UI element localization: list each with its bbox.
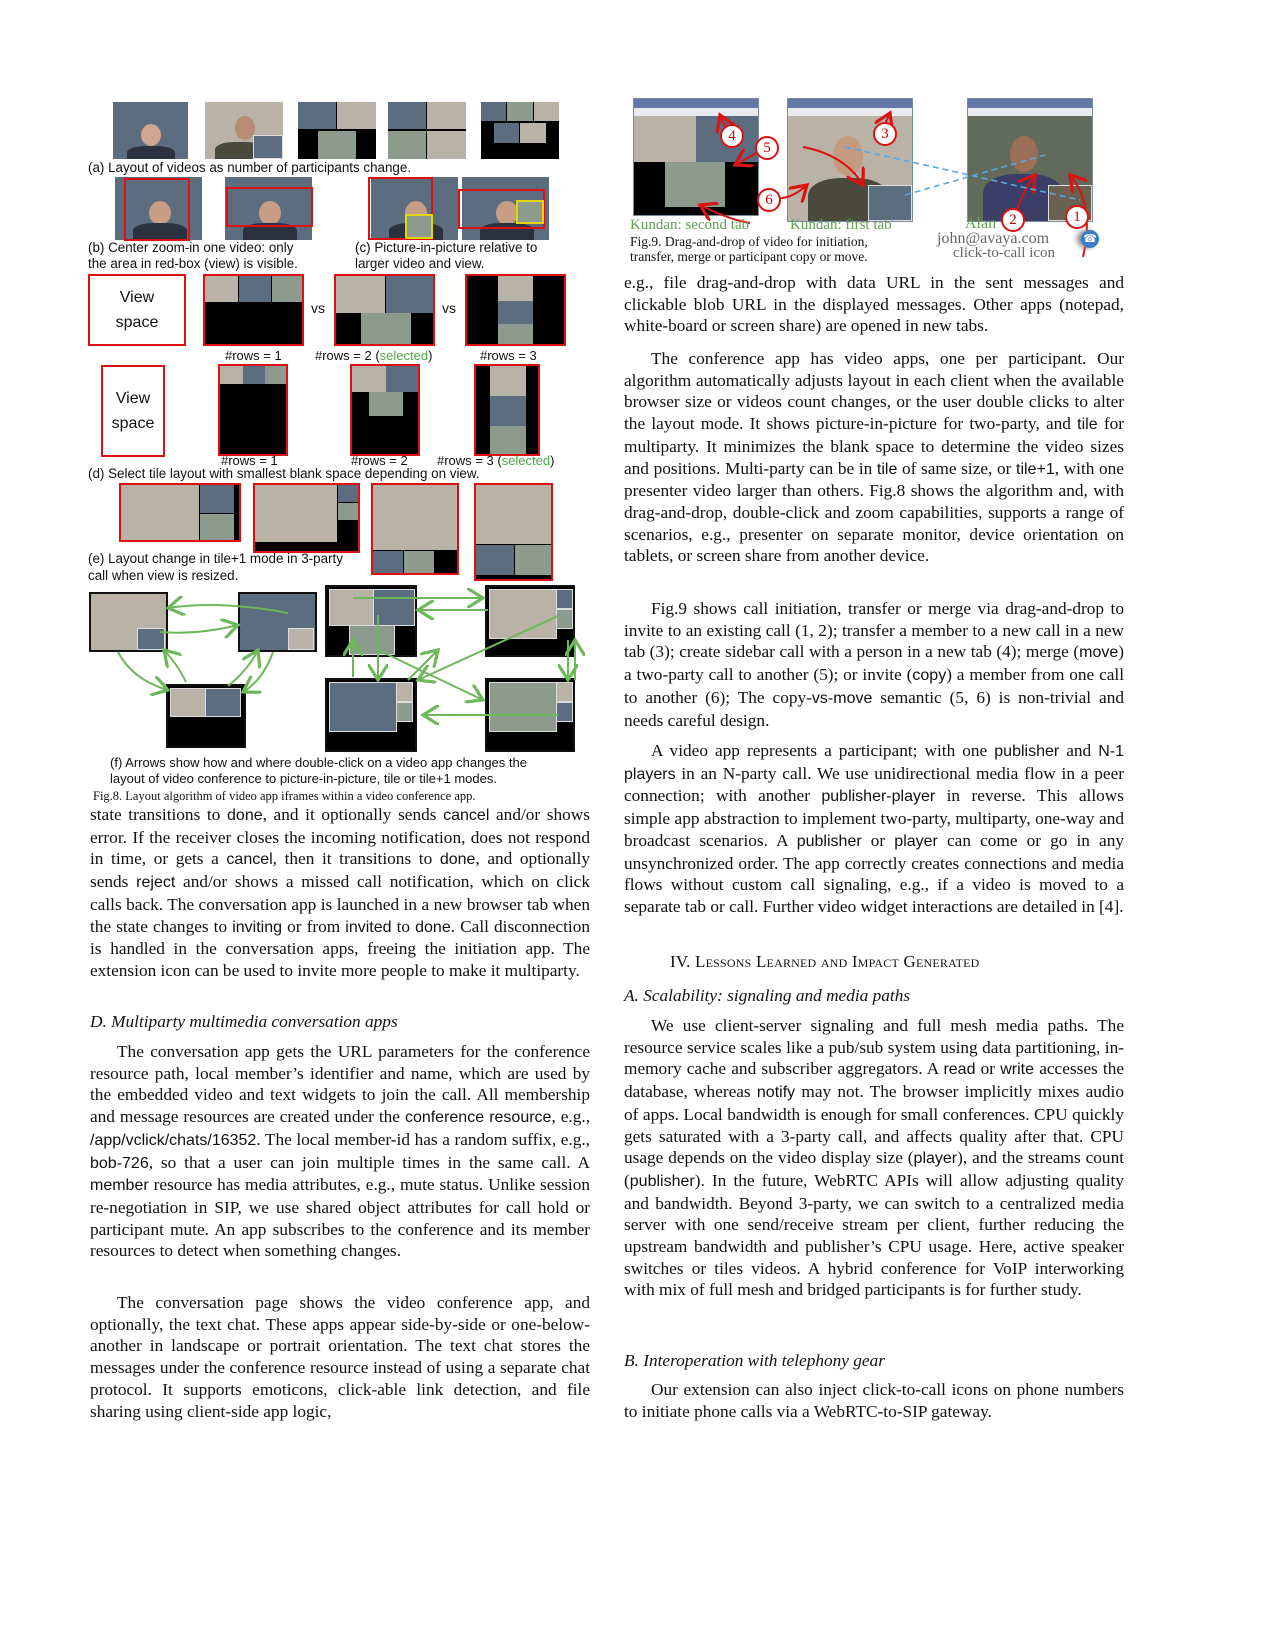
arrow (168, 605, 288, 613)
caption-f-line2: layout of video conference to picture-in-picture, tile or tile+1 modes. (110, 771, 497, 786)
view-space-label: View (119, 289, 155, 306)
view-space-portrait: View space (101, 365, 165, 457)
rows-label-landscape-2: #rows = 2 (selected) (315, 348, 433, 363)
tile-rows-1-landscape (203, 274, 304, 346)
tile-rows-2-portrait (350, 364, 420, 456)
label-email: john@avaya.com (937, 230, 1050, 247)
transition-arrows (88, 580, 608, 760)
view-space-landscape: View space (88, 274, 186, 346)
label-click-to-call: click-to-call icon (953, 245, 1056, 261)
heading-d: D. Multiparty multimedia conversation apps (90, 1012, 398, 1031)
video-thumb-4-party (388, 102, 466, 159)
marker-3: 3 (873, 122, 897, 146)
vs-label: vs (442, 300, 456, 316)
rows-label-portrait-3: #rows = 3 (selected) (437, 453, 555, 468)
video-thumb-2-party (205, 102, 283, 159)
tile1-layout-2 (253, 483, 360, 553)
tile-rows-3-portrait (474, 364, 540, 456)
right-paragraph-5: We use client-server signaling and full mesh media paths. The resource service scales like a pub/sub system using data partitioning, in-memory cache and subscriber aggregators. A read or write accesses the database, whereas notify may not. The browser implicitly mixes audio of apps. Local bandwidth is enough for small conferences. CPU quickly gets saturated with a 3-party call, and affects quality after that. CPU usage depends on the video display size (player), and the streams count (publisher). In the future, WebRTC APIs will allow adjusting quality and bandwidth. Beyond 3-party, we can switch to a centralized media server with one send/receive stream per client, further reducing the upstream bandwidth and publisher’s CPU usage. Here, active speaker switches or tiles videos. A hybrid conference for VoIP interworking with mix of full mesh and bridged participants is for further study. (624, 1016, 1125, 1300)
marker-2: 2 (1001, 208, 1025, 232)
figure-9-title-line2: transfer, merge or participant copy or move. (630, 249, 868, 264)
marker-1: 1 (1065, 205, 1089, 229)
tile1-layout-3 (371, 483, 459, 575)
left-paragraph-2: The conversation app gets the URL parameters for the conference resource path, local member’s identifier and name, which are used by the embedded video and text widgets to join the call. All membership and message resources are created under the conference resource, e.g., /app/vclick/chats/16352. The local member-id has a random suffix, e.g., bob-726, so that a user can join multiple times in the same call. A member resource has media attributes, e.g., mute status. Unlike session re-negotiation in SIP, we use shared object attributes for call hold or participant mute. An app subscribes to the conference and its member resources to detect when something changes. (90, 1042, 591, 1261)
caption-e-line1: (e) Layout change in tile+1 mode in 3-party (88, 551, 343, 566)
rows-label-portrait-2: #rows = 2 (351, 453, 408, 468)
label-kundan-first-tab: Kundan: first tab (790, 217, 892, 233)
tile-rows-1-portrait (218, 364, 288, 456)
figure-8-title: Fig.8. Layout algorithm of video app iframes within a video conference app. (93, 789, 476, 803)
marker-6: 6 (757, 188, 781, 212)
selected-label: selected (501, 453, 551, 468)
rows-label-portrait-1: #rows = 1 (221, 453, 278, 468)
view-redbox (124, 178, 190, 241)
caption-b-line1: (b) Center zoom-in one video: only (88, 240, 294, 255)
video-thumb-1-party (113, 102, 188, 159)
section-iv-heading: IV. Lessons Learned and Impact Generated (670, 952, 980, 971)
figure-9 (625, 95, 1145, 270)
video-thumb-3-party (298, 102, 376, 159)
video-thumb-5-party (481, 102, 559, 159)
caption-c-line1: (c) Picture-in-picture relative to (355, 240, 538, 255)
arrow (418, 616, 558, 680)
pip-yellowbox (516, 200, 544, 224)
caption-b-line2: the area in red-box (view) is visible. (88, 256, 298, 271)
selected-label: selected (379, 348, 429, 363)
caption-e-line2: call when view is resized. (88, 568, 239, 583)
right-paragraph-1: e.g., file drag-and-drop with data URL in the sent messages and clickable blob URL in the displayed messages. Other apps (notepad, white-board or screen share) are opened in new tabs. (624, 273, 1124, 336)
arrow (803, 147, 863, 185)
marker-5: 5 (755, 136, 779, 160)
right-paragraph-4: A video app represents a participant; with one publisher and N-1 players in an N-party call. We use unidirectional media flow in a peer connection; with another publisher-player in reverse. This allows simple app abstraction to implement two-party, multiparty, one-way and broadcast scenarios. A publisher or player can come or go in any unsynchronized order. The app correctly creates connections and media flows without custom call signaling, e.g., if a video is moved to a separate tab or call. Further video widget interactions are detailed in [4]. (624, 741, 1125, 916)
arrow (118, 652, 168, 690)
arrow (160, 625, 238, 633)
rows-label-landscape-3: #rows = 3 (480, 348, 537, 363)
click-to-call-icon[interactable]: ☎ (1081, 230, 1099, 248)
right-paragraph-3: Fig.9 shows call initiation, transfer or merge via drag-and-drop to invite to an existing call (1, 2); transfer a member to a new call in a new tab (3); create sidebar call with a person in a new tab (4); merge (move) a two-party call to another (5); or invite (copy) a member from one call to another (6); The copy-vs-move semantic (5, 6) is non-trivial and needs careful design. (624, 599, 1125, 730)
left-paragraph-3: The conversation page shows the video conference app, and optionally, the text chat. These apps appear side-by-side or one-below-another in landscape or portrait orientation. The text chat stores the messages under the conference resource instead of using a separate chat protocol. It supports emoticons, click-able link detection, and file sharing using client-side app logic, (90, 1293, 590, 1421)
figure-8 (88, 100, 608, 830)
heading-a: A. Scalability: signaling and media paths (624, 986, 911, 1005)
right-paragraph-6: Our extension can also inject click-to-call icons on phone numbers to initiate phone calls via a WebRTC-to-SIP gateway. (624, 1380, 1124, 1421)
heading-b: B. Interoperation with telephony gear (624, 1351, 885, 1370)
arrow (164, 650, 186, 682)
view-redbox (226, 187, 313, 227)
pip-yellowbox (405, 214, 433, 239)
caption-d: (d) Select tile layout with smallest blank space depending on view. (88, 466, 480, 481)
view-space-label: View (115, 390, 151, 407)
arrow (243, 652, 273, 692)
tile-rows-2-landscape (334, 274, 435, 346)
caption-c-line2: larger video and view. (355, 256, 485, 271)
caption-a: (a) Layout of videos as number of participants change. (88, 160, 412, 175)
caption-f-line1: (f) Arrows show how and where double-click on a video app changes the (110, 755, 527, 770)
tile1-layout-1 (119, 483, 241, 542)
left-paragraph-1: state transitions to done, and it optionally sends cancel and/or shows error. If the receiver closes the incoming notification, does not respond in time, or gets a cancel, then it transitions to done, and optionally sends reject and/or shows a missed call notification, which on click calls back. The conversation app is launched in a new browser tab when the state changes to inviting or from invited to done. Call disconnection is handled in the conversation apps, freeing the initiation app. The extension icon can be used to invite more people to make it multiparty. (90, 805, 590, 980)
tile1-layout-4 (474, 483, 553, 581)
tile-rows-3-landscape (465, 274, 566, 346)
vs-label: vs (311, 300, 325, 316)
arrow (228, 650, 258, 686)
label-alan: Alan (965, 215, 997, 232)
rows-label-landscape-1: #rows = 1 (225, 348, 282, 363)
label-kundan-second-tab: Kundan: second tab (630, 217, 750, 233)
figure-9-title-line1: Fig.9. Drag-and-drop of video for initiation, (630, 234, 868, 249)
right-paragraph-2: The conference app has video apps, one per participant. Our algorithm automatically adjusts layout in each client when the available browser size or videos count changes, or the user double clicks to alter the layout mode. It shows picture-in-picture for two-party, and tile for multiparty. It minimizes the blank space to determine the video sizes and positions. Multi-party can be in tile of same size, or tile+1, with one presenter video larger than others. Fig.8 shows the algorithm and, with drag-and-drop, double-click and zoom capabilities, supports a range of scenarios, e.g., presenter on separate monitor, device orientation on tablets, or screen share from another device. (624, 349, 1124, 566)
marker-4: 4 (720, 124, 744, 148)
dashed-arrow (905, 155, 1045, 195)
